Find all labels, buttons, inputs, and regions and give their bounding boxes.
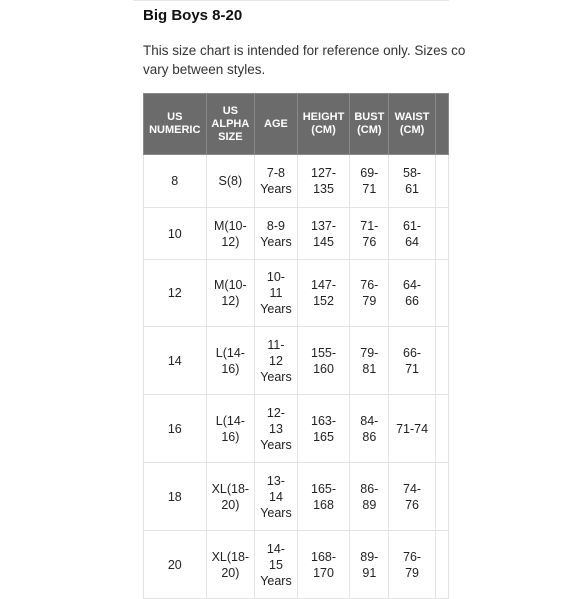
cell-text: 84-	[360, 413, 379, 428]
cell-waist-cm	[389, 155, 435, 208]
cell-text: 12	[269, 353, 283, 368]
cell-bust-cm	[350, 260, 389, 327]
header-text: ALPHA	[211, 117, 250, 130]
cell-text: 11-	[267, 337, 285, 352]
cell-text: 66-	[403, 345, 422, 360]
cell-text: 71	[405, 361, 420, 376]
description-line: vary between styles.	[143, 62, 266, 77]
cell-text: Years	[260, 437, 292, 452]
cell-bust-cm	[350, 463, 389, 531]
cell-us-numeric	[144, 531, 207, 599]
table-row	[144, 327, 449, 395]
cell-bust-cm	[350, 327, 389, 395]
header-text: (CM)	[357, 124, 382, 136]
cell-text: 79-	[360, 345, 379, 360]
cell-text: 76-	[403, 549, 422, 564]
column-header-us-numeric	[144, 94, 207, 155]
cell-cutoff	[435, 327, 448, 395]
cell-text: M(10-	[214, 278, 247, 292]
column-header-bust-cm	[350, 94, 389, 155]
cell-age	[255, 260, 298, 327]
cell-text: 58-	[403, 166, 422, 180]
cell-height-cm	[297, 327, 350, 395]
column-header-us-alpha-size	[206, 94, 255, 155]
table-row	[144, 531, 449, 599]
cell-text: 147-	[311, 278, 337, 292]
cell-text: 10	[167, 226, 182, 241]
cell-text: 16	[167, 421, 182, 436]
cell-text: 61	[405, 182, 420, 196]
header-text: (CM)	[399, 124, 425, 136]
cell-text: 16)	[221, 361, 240, 376]
cell-us-alpha-size	[206, 531, 255, 599]
cell-text: 18	[167, 489, 182, 504]
cell-text: 69-	[360, 166, 379, 180]
cell-text: 14	[167, 353, 182, 368]
table-row	[144, 395, 449, 463]
cell-text: 155-	[311, 345, 337, 360]
cell-text: XL(18-	[211, 481, 250, 496]
cell-us-alpha-size	[206, 327, 255, 395]
cell-text: 12	[167, 286, 182, 300]
table-row	[144, 155, 449, 208]
cell-text: 15	[269, 557, 283, 572]
cell-text: 165-	[311, 481, 337, 496]
header-text: AGE	[264, 117, 288, 130]
cell-us-numeric	[144, 463, 207, 531]
cell-height-cm	[297, 463, 350, 531]
cell-us-numeric	[144, 395, 207, 463]
header-text: WAIST	[394, 111, 430, 123]
cell-cutoff	[435, 531, 448, 599]
header-text: NUMERIC	[149, 124, 201, 136]
cell-height-cm	[297, 531, 350, 599]
cell-text: 81	[362, 361, 377, 376]
cell-text: 13	[269, 421, 283, 436]
cell-cutoff	[435, 260, 448, 327]
cell-age	[255, 531, 298, 599]
cell-text: 86	[362, 429, 377, 444]
cell-text: Years	[260, 234, 292, 249]
size-chart-description	[143, 41, 473, 79]
cell-text: 89	[362, 497, 377, 512]
cell-us-alpha-size	[206, 260, 255, 327]
cell-text: L(14-	[215, 413, 245, 428]
cell-text: 76	[362, 234, 377, 249]
cell-text: 8-9	[266, 218, 285, 233]
cell-age	[255, 155, 298, 208]
header-text: BUST	[354, 111, 385, 123]
cell-text: 165	[313, 429, 334, 444]
cell-text: 89-	[360, 549, 379, 564]
cell-cutoff	[435, 395, 448, 463]
cell-waist-cm	[389, 463, 435, 531]
cell-text: 14-	[266, 541, 285, 556]
header-text: HEIGHT	[302, 111, 345, 123]
cell-us-numeric	[144, 260, 207, 327]
cell-text: 170	[313, 565, 334, 580]
cell-us-numeric	[144, 327, 207, 395]
cell-us-alpha-size	[206, 395, 255, 463]
column-header-age	[255, 94, 298, 155]
cell-text: 86-	[360, 481, 379, 496]
cell-text: 13-	[266, 473, 285, 488]
cell-text: 11	[269, 286, 283, 300]
cell-waist-cm	[389, 208, 435, 260]
cell-text: Years	[260, 182, 292, 196]
cell-waist-cm	[389, 327, 435, 395]
cell-text: 152	[313, 294, 334, 308]
cell-text: 64	[405, 234, 420, 249]
table-row	[144, 208, 449, 260]
cell-height-cm	[297, 260, 350, 327]
cell-text: 16)	[221, 429, 240, 444]
column-header-waist-cm	[389, 94, 435, 155]
table-header-row	[144, 94, 449, 155]
cell-height-cm	[297, 208, 350, 260]
cell-text: 135	[313, 182, 334, 196]
cell-age	[255, 208, 298, 260]
cell-bust-cm	[350, 395, 389, 463]
description-line: This size chart is intended for reference only. Sizes co	[143, 43, 466, 58]
top-divider	[133, 0, 449, 1]
cell-us-alpha-size	[206, 208, 255, 260]
cell-cutoff	[435, 155, 448, 208]
cell-age	[255, 463, 298, 531]
cell-text: 14	[269, 489, 283, 504]
cell-text: 12)	[221, 234, 240, 249]
cell-text: 168	[313, 497, 334, 512]
cell-age	[255, 327, 298, 395]
header-text: US	[167, 111, 183, 123]
cell-text: 12)	[221, 294, 240, 308]
cell-text: 91	[362, 565, 377, 580]
header-text: (CM)	[311, 124, 336, 136]
cell-text: 66	[405, 294, 420, 308]
cell-text: Years	[260, 302, 292, 316]
cell-height-cm	[297, 395, 350, 463]
cell-text: M(10-	[214, 218, 247, 233]
table-row	[144, 260, 449, 327]
cell-text: 20	[167, 557, 182, 572]
cell-bust-cm	[350, 531, 389, 599]
cell-text: 127-	[311, 166, 337, 180]
cell-text: Years	[260, 369, 292, 384]
cell-us-alpha-size	[206, 463, 255, 531]
cell-text: 74-	[403, 481, 422, 496]
cell-text: S(8)	[218, 174, 243, 188]
cell-text: 71-74	[396, 421, 429, 436]
cell-text: 160	[313, 361, 334, 376]
column-header-height-cm	[297, 94, 350, 155]
cell-height-cm	[297, 155, 350, 208]
cell-text: 61-	[403, 218, 422, 233]
cell-text: XL(18-	[211, 549, 250, 564]
cell-bust-cm	[350, 208, 389, 260]
cell-us-numeric	[144, 208, 207, 260]
cell-text: 10-	[266, 270, 285, 284]
cell-text: 79	[405, 565, 420, 580]
cell-us-numeric	[144, 155, 207, 208]
cell-text: 76	[405, 497, 420, 512]
cell-text: 163-	[311, 413, 337, 428]
cell-text: 137-	[311, 218, 337, 233]
cell-text: 8	[171, 174, 179, 188]
cell-text: Years	[260, 573, 292, 588]
cell-waist-cm	[389, 395, 435, 463]
cell-us-alpha-size	[206, 155, 255, 208]
cell-age	[255, 395, 298, 463]
cell-text: 145	[313, 234, 334, 249]
cell-text: L(14-	[215, 345, 245, 360]
cell-text: 12-	[266, 405, 285, 420]
cell-text: 71-	[360, 218, 379, 233]
cell-text: 20)	[221, 497, 240, 512]
cell-cutoff	[435, 208, 448, 260]
cell-text: 20)	[221, 565, 240, 580]
cell-text: 71	[362, 182, 377, 196]
size-chart-table	[143, 93, 449, 599]
header-text: SIZE	[218, 130, 243, 143]
cell-waist-cm	[389, 531, 435, 599]
column-header-cutoff	[435, 94, 448, 155]
cell-text: 168-	[311, 549, 337, 564]
cell-bust-cm	[350, 155, 389, 208]
cell-text: 76-	[360, 278, 379, 292]
cell-text: Years	[260, 505, 292, 520]
cell-cutoff	[435, 463, 448, 531]
cell-text: 64-	[403, 278, 422, 292]
page-title: Big Boys 8-20	[143, 7, 243, 24]
cell-text: 79	[362, 294, 377, 308]
table-row	[144, 463, 449, 531]
cell-text: 7-8	[266, 166, 285, 180]
cell-waist-cm	[389, 260, 435, 327]
header-text: US	[222, 104, 238, 117]
size-chart-page	[133, 0, 466, 588]
